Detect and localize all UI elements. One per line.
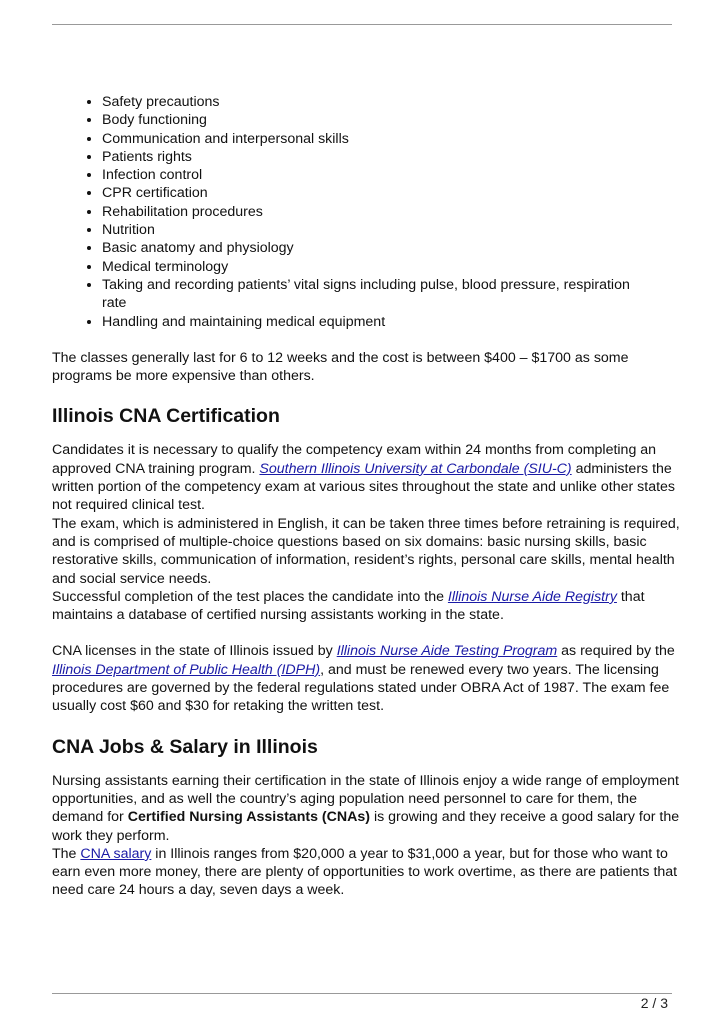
text-span: Candidates it is necessary to qualify the competency exam within 24 months from completing an approved CNA training program.	[52, 442, 657, 477]
siu-c-link[interactable]: Southern Illinois University at Carbondale (SIU-C)	[259, 460, 572, 477]
text-span: CNA licenses in the state of Illinois issued by	[52, 643, 337, 660]
jobs-paragraph-2	[52, 845, 682, 900]
certification-paragraph-3	[52, 588, 682, 625]
list-item: • Medical terminology	[102, 258, 682, 276]
text-span: as required by the	[557, 643, 675, 660]
text-span: , and must be renewed every two years. The licensing procedures are governed by the federal regulations stated under OBRA Act of 1987. The exam fee usually cost $60 and $30 for retaking the written test.	[52, 661, 670, 715]
list-item: • CPR certification	[102, 184, 682, 202]
cna-salary-link[interactable]: CNA salary	[80, 845, 152, 862]
footer-rule	[52, 993, 672, 994]
nurse-aide-registry-link[interactable]: Illinois Nurse Aide Registry	[447, 588, 617, 605]
list-item: • Nutrition	[102, 221, 682, 239]
training-topics-list	[52, 93, 682, 331]
certification-paragraph-4	[52, 642, 682, 715]
text-span: Successful completion of the test places the candidate into the	[52, 588, 448, 605]
document-body	[52, 93, 682, 900]
certification-paragraph-2: The exam, which is administered in English, it can be taken three times before retraining is required, and is comprised of multiple-choice questions based on six domains: basic nursing skills, basic restorative skills, communication of information, resident’s rights, personal care skills, mental health and social service needs.	[52, 515, 680, 587]
certification-paragraph-1	[52, 441, 682, 514]
list-item: • Body functioning	[102, 111, 682, 129]
text-span: is growing and they receive a good salary for the work they perform.	[52, 809, 680, 844]
text-span: The	[52, 845, 81, 862]
idph-link[interactable]: Illinois Department of Public Health (IDPH)	[52, 661, 321, 678]
jobs-paragraph-1	[52, 772, 682, 845]
bold-term: Certified Nursing Assistants (CNAs)	[127, 809, 370, 826]
nurse-aide-testing-program-link[interactable]: Illinois Nurse Aide Testing Program	[336, 643, 558, 660]
text-span: that maintains a database of certified nursing assistants working in the state.	[52, 588, 645, 624]
classes-paragraph: The classes generally last for 6 to 12 weeks and the cost is between $400 – $1700 as some programs be more expensive than others.	[52, 349, 629, 385]
jobs-heading: CNA Jobs & Salary in Illinois	[52, 735, 318, 758]
page-number: 2 / 3	[640, 995, 668, 1011]
header-rule	[52, 24, 672, 25]
list-item: • Safety precautions	[102, 93, 682, 111]
list-item: • Patients rights	[102, 148, 682, 166]
list-item: • Communication and interpersonal skills	[102, 130, 682, 148]
list-item: • Rehabilitation procedures	[102, 203, 682, 221]
text-span: in Illinois ranges from $20,000 a year to $31,000 a year, but for those who want to earn even more money, there are plenty of opportunities to work overtime, as there are patients that need care 24 hours a day, seven days a week.	[52, 845, 678, 899]
certification-heading: Illinois CNA Certification	[52, 405, 280, 428]
text-span: administers the written portion of the competency exam at various sites throughout the state and unlike other states not required clinical test.	[52, 460, 676, 514]
list-item: • Taking and recording patients’ vital signs including pulse, blood pressure, respiration rate	[102, 276, 682, 313]
list-item: • Basic anatomy and physiology	[102, 239, 682, 257]
list-item: • Handling and maintaining medical equipment	[102, 313, 682, 331]
list-item: • Infection control	[102, 166, 682, 184]
text-span: Nursing assistants earning their certification in the state of Illinois enjoy a wide range of employment opportunities, and as well the country’s aging population need personnel to care for them, the demand for	[52, 772, 679, 826]
